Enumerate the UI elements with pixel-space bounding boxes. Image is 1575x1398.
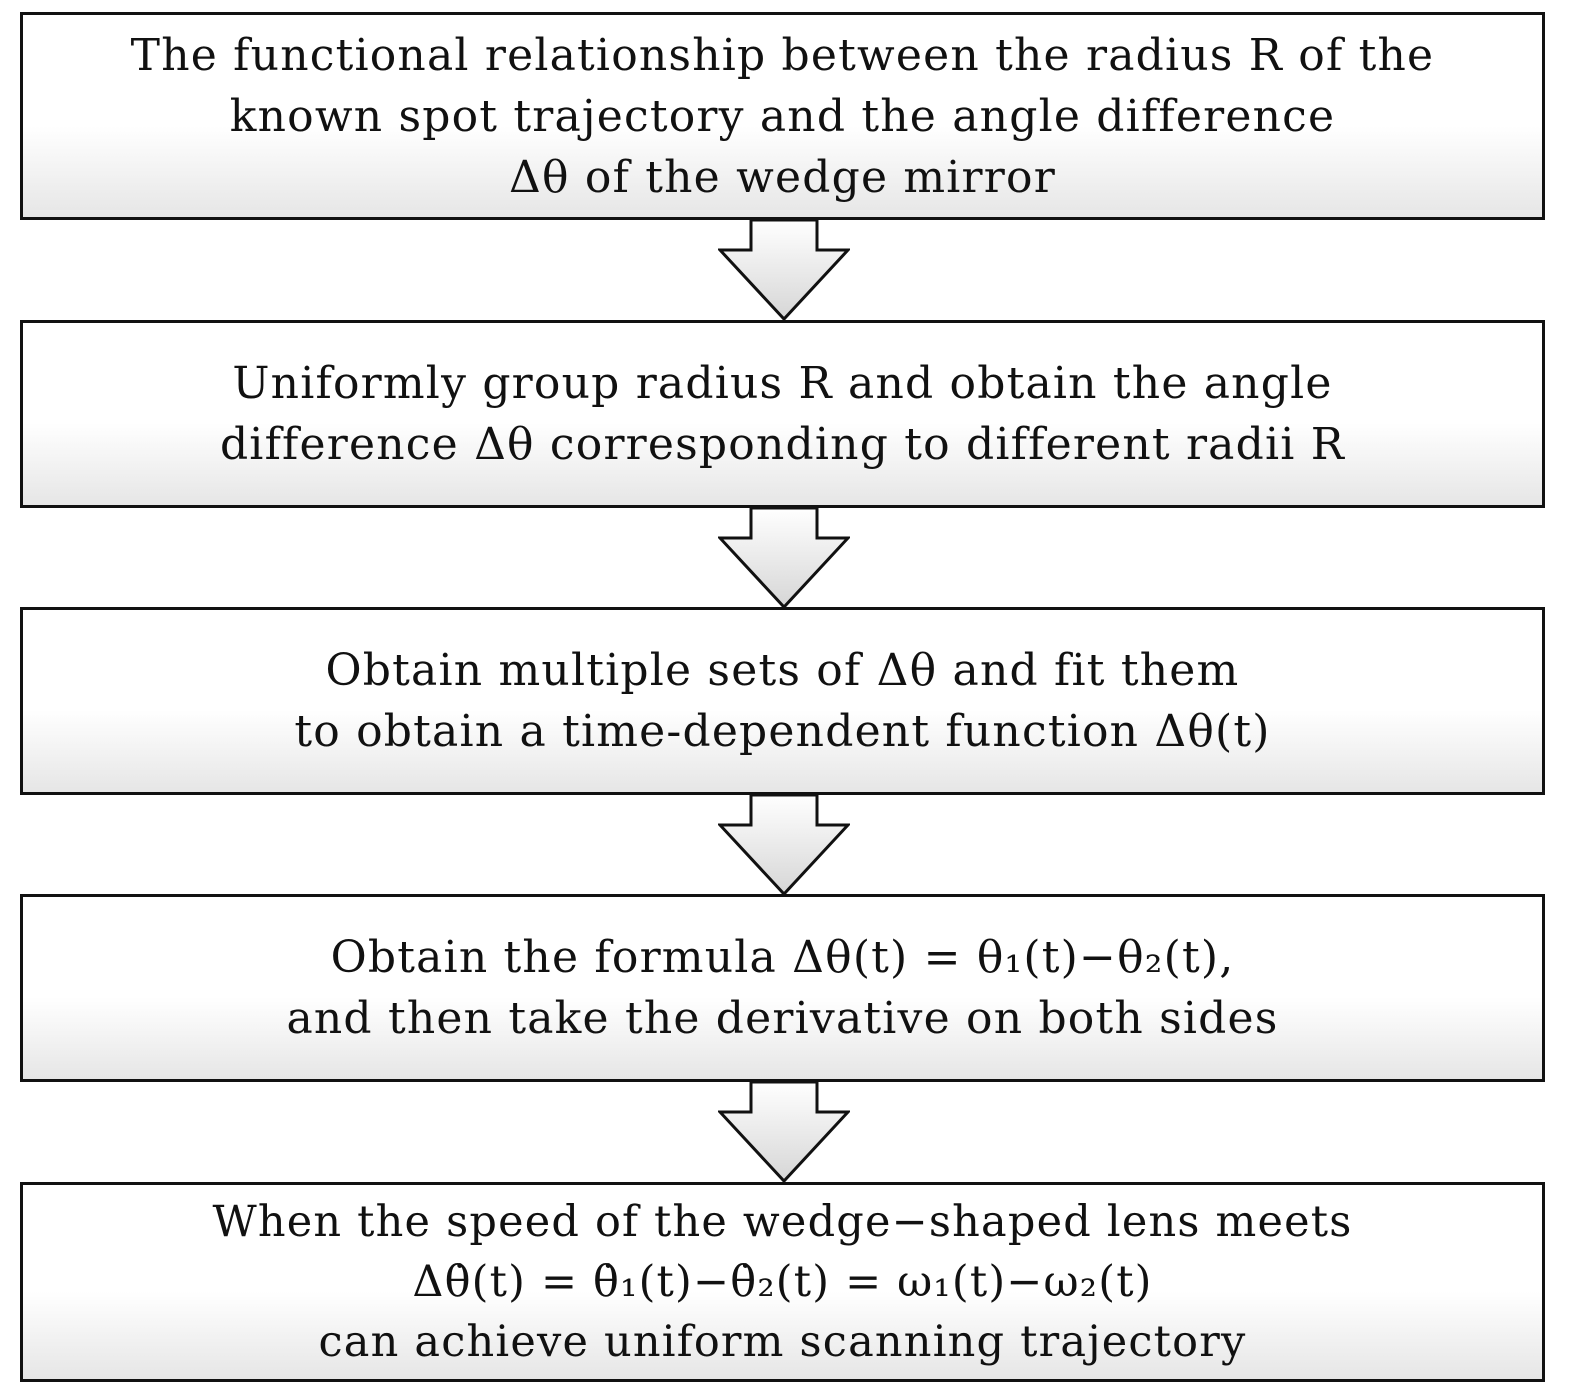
step-5-line-3: can achieve uniform scanning trajectory <box>318 1317 1247 1367</box>
step-3-line-1: Obtain multiple sets of Δθ and fit them <box>325 645 1240 696</box>
step-4-box <box>20 894 1545 1082</box>
step-5-box <box>20 1182 1545 1382</box>
step-2-box <box>20 320 1545 508</box>
down-arrow-icon <box>718 793 850 897</box>
step-2-line-2: difference Δθ corresponding to different radii R <box>219 419 1346 470</box>
step-2-line-1: Uniformly group radius R and obtain the angle <box>232 358 1333 409</box>
down-arrow-icon <box>718 506 850 610</box>
step-3-box <box>20 607 1545 795</box>
step-4-line-2: and then take the derivative on both sides <box>286 993 1279 1044</box>
step-5-line-2: Δθ̇(t) = θ̇₁(t)−θ̇₂(t) = ω₁(t)−ω₂(t) <box>412 1257 1153 1307</box>
down-arrow-icon <box>718 1080 850 1184</box>
step-1-line-2: known spot trajectory and the angle difference <box>229 90 1336 142</box>
down-arrow-icon <box>718 218 850 322</box>
step-1-line-1: The functional relationship between the radius R of the <box>130 29 1435 81</box>
step-5-line-1: When the speed of the wedge−shaped lens meets <box>212 1197 1353 1247</box>
step-1-box <box>20 12 1545 220</box>
step-1-line-3: Δθ of the wedge mirror <box>509 151 1056 203</box>
step-3-line-2: to obtain a time-dependent function Δθ(t) <box>294 706 1271 757</box>
step-4-line-1: Obtain the formula Δθ(t) = θ₁(t)−θ₂(t), <box>330 932 1235 983</box>
